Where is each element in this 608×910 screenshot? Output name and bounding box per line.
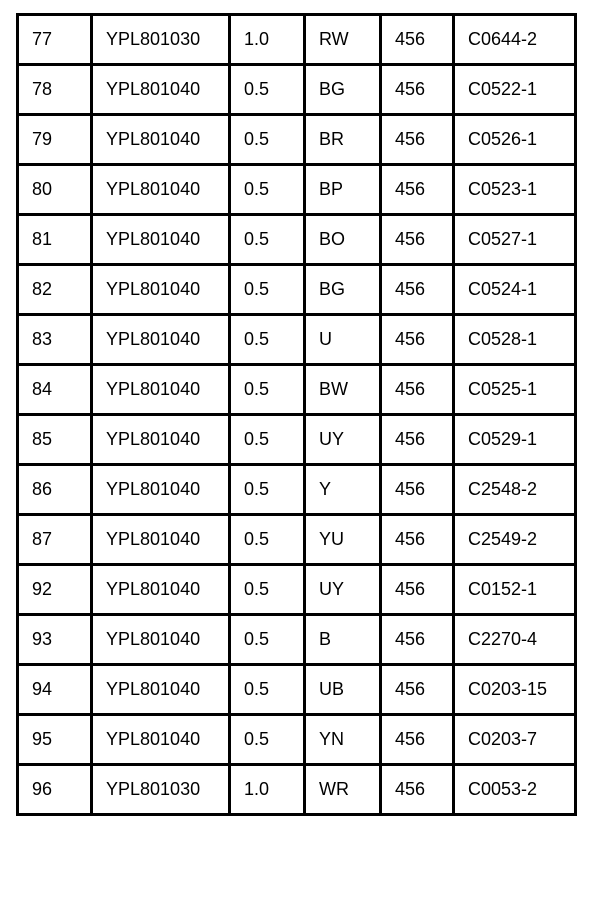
table-row bbox=[18, 665, 576, 715]
type-cell: 456 bbox=[381, 615, 454, 665]
size-cell: 0.5 bbox=[230, 115, 305, 165]
size-cell: 0.5 bbox=[230, 465, 305, 515]
size-cell: 0.5 bbox=[230, 715, 305, 765]
connector-cell: C0203-15 bbox=[454, 665, 576, 715]
table-row bbox=[18, 515, 576, 565]
color-cell: U bbox=[305, 315, 381, 365]
type-cell: 456 bbox=[381, 365, 454, 415]
row-number-cell: 80 bbox=[18, 165, 92, 215]
connector-cell: C0529-1 bbox=[454, 415, 576, 465]
color-cell: BP bbox=[305, 165, 381, 215]
size-cell: 0.5 bbox=[230, 415, 305, 465]
table-row bbox=[18, 15, 576, 65]
type-cell: 456 bbox=[381, 715, 454, 765]
table-row bbox=[18, 365, 576, 415]
color-cell: BO bbox=[305, 215, 381, 265]
row-number-cell: 94 bbox=[18, 665, 92, 715]
row-number-cell: 79 bbox=[18, 115, 92, 165]
size-cell: 0.5 bbox=[230, 165, 305, 215]
connector-cell: C0527-1 bbox=[454, 215, 576, 265]
part-number-cell: YPL801040 bbox=[92, 165, 230, 215]
type-cell: 456 bbox=[381, 265, 454, 315]
size-cell: 0.5 bbox=[230, 315, 305, 365]
row-number-cell: 93 bbox=[18, 615, 92, 665]
table-row bbox=[18, 415, 576, 465]
color-cell: BG bbox=[305, 65, 381, 115]
type-cell: 456 bbox=[381, 415, 454, 465]
part-number-cell: YPL801030 bbox=[92, 765, 230, 815]
part-number-cell: YPL801040 bbox=[92, 215, 230, 265]
part-number-cell: YPL801040 bbox=[92, 565, 230, 615]
connector-cell: C2270-4 bbox=[454, 615, 576, 665]
row-number-cell: 87 bbox=[18, 515, 92, 565]
color-cell: B bbox=[305, 615, 381, 665]
part-number-cell: YPL801040 bbox=[92, 415, 230, 465]
connector-cell: C0644-2 bbox=[454, 15, 576, 65]
type-cell: 456 bbox=[381, 215, 454, 265]
type-cell: 456 bbox=[381, 115, 454, 165]
table-row bbox=[18, 715, 576, 765]
table-row bbox=[18, 165, 576, 215]
table-row bbox=[18, 315, 576, 365]
part-number-cell: YPL801040 bbox=[92, 115, 230, 165]
table-row bbox=[18, 765, 576, 815]
type-cell: 456 bbox=[381, 65, 454, 115]
size-cell: 1.0 bbox=[230, 15, 305, 65]
part-number-cell: YPL801040 bbox=[92, 615, 230, 665]
table-row bbox=[18, 465, 576, 515]
row-number-cell: 83 bbox=[18, 315, 92, 365]
connector-cell: C0526-1 bbox=[454, 115, 576, 165]
connector-cell: C0525-1 bbox=[454, 365, 576, 415]
row-number-cell: 81 bbox=[18, 215, 92, 265]
color-cell: YN bbox=[305, 715, 381, 765]
row-number-cell: 86 bbox=[18, 465, 92, 515]
color-cell: BR bbox=[305, 115, 381, 165]
connector-cell: C0053-2 bbox=[454, 765, 576, 815]
connector-cell: C2549-2 bbox=[454, 515, 576, 565]
size-cell: 0.5 bbox=[230, 515, 305, 565]
table-row bbox=[18, 565, 576, 615]
part-number-cell: YPL801030 bbox=[92, 15, 230, 65]
connector-cell: C0528-1 bbox=[454, 315, 576, 365]
table-row bbox=[18, 115, 576, 165]
size-cell: 0.5 bbox=[230, 665, 305, 715]
size-cell: 0.5 bbox=[230, 65, 305, 115]
row-number-cell: 77 bbox=[18, 15, 92, 65]
type-cell: 456 bbox=[381, 765, 454, 815]
connector-cell: C0522-1 bbox=[454, 65, 576, 115]
type-cell: 456 bbox=[381, 315, 454, 365]
part-number-cell: YPL801040 bbox=[92, 365, 230, 415]
part-number-cell: YPL801040 bbox=[92, 65, 230, 115]
size-cell: 1.0 bbox=[230, 765, 305, 815]
row-number-cell: 85 bbox=[18, 415, 92, 465]
color-cell: WR bbox=[305, 765, 381, 815]
connector-cell: C0152-1 bbox=[454, 565, 576, 615]
row-number-cell: 95 bbox=[18, 715, 92, 765]
size-cell: 0.5 bbox=[230, 565, 305, 615]
part-number-cell: YPL801040 bbox=[92, 265, 230, 315]
type-cell: 456 bbox=[381, 465, 454, 515]
part-number-cell: YPL801040 bbox=[92, 665, 230, 715]
color-cell: RW bbox=[305, 15, 381, 65]
row-number-cell: 84 bbox=[18, 365, 92, 415]
part-number-cell: YPL801040 bbox=[92, 515, 230, 565]
table-row bbox=[18, 215, 576, 265]
part-number-cell: YPL801040 bbox=[92, 715, 230, 765]
color-cell: UB bbox=[305, 665, 381, 715]
color-cell: UY bbox=[305, 415, 381, 465]
type-cell: 456 bbox=[381, 515, 454, 565]
size-cell: 0.5 bbox=[230, 615, 305, 665]
color-cell: BG bbox=[305, 265, 381, 315]
row-number-cell: 92 bbox=[18, 565, 92, 615]
connector-cell: C0203-7 bbox=[454, 715, 576, 765]
table-body bbox=[18, 15, 576, 815]
wire-table bbox=[16, 13, 577, 816]
row-number-cell: 82 bbox=[18, 265, 92, 315]
color-cell: BW bbox=[305, 365, 381, 415]
connector-cell: C2548-2 bbox=[454, 465, 576, 515]
connector-cell: C0523-1 bbox=[454, 165, 576, 215]
size-cell: 0.5 bbox=[230, 365, 305, 415]
color-cell: UY bbox=[305, 565, 381, 615]
table-row bbox=[18, 265, 576, 315]
type-cell: 456 bbox=[381, 565, 454, 615]
type-cell: 456 bbox=[381, 165, 454, 215]
size-cell: 0.5 bbox=[230, 265, 305, 315]
color-cell: Y bbox=[305, 465, 381, 515]
part-number-cell: YPL801040 bbox=[92, 465, 230, 515]
type-cell: 456 bbox=[381, 665, 454, 715]
size-cell: 0.5 bbox=[230, 215, 305, 265]
type-cell: 456 bbox=[381, 15, 454, 65]
part-number-cell: YPL801040 bbox=[92, 315, 230, 365]
row-number-cell: 78 bbox=[18, 65, 92, 115]
row-number-cell: 96 bbox=[18, 765, 92, 815]
table-row bbox=[18, 65, 576, 115]
table-row bbox=[18, 615, 576, 665]
connector-cell: C0524-1 bbox=[454, 265, 576, 315]
color-cell: YU bbox=[305, 515, 381, 565]
